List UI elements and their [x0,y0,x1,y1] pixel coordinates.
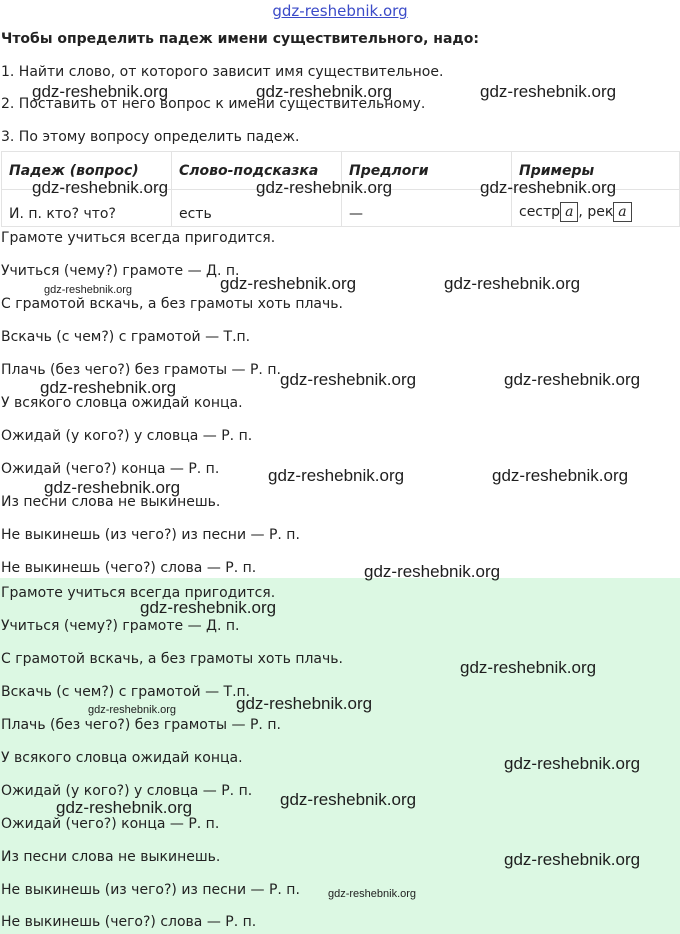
answer-line-8: Ожидай (чего?) конца — Р. п. [1,816,220,832]
watermark: gdz-reshebnik.org [280,370,417,389]
watermark: gdz-reshebnik.org [32,82,169,101]
column-header-hint-word: Слово-подсказка [172,152,342,190]
task-line-7: Ожидай (у кого?) у словца — Р. п. [1,428,253,444]
watermark: gdz-reshebnik.org [460,658,597,677]
answer-line-7: Ожидай (у кого?) у словца — Р. п. [1,783,253,799]
column-header-case: Падеж (вопрос) [2,152,172,190]
watermark: gdz-reshebnik.org [256,178,393,197]
watermark: gdz-reshebnik.org [480,82,617,101]
watermark: gdz-reshebnik.org [56,798,193,817]
task-line-11: Не выкинешь (чего?) слова — Р. п. [1,560,257,576]
task-line-10: Не выкинешь (из чего?) из песни — Р. п. [1,527,300,543]
answer-line-11: Не выкинешь (чего?) слова — Р. п. [1,914,257,930]
site-logo-link[interactable]: gdz-reshebnik.org [272,2,408,20]
watermark: gdz-reshebnik.org [220,274,357,293]
watermark-small: gdz-reshebnik.org [328,888,417,900]
rule-step-3: 3. По этому вопросу определить падеж. [1,129,300,145]
watermark: gdz-reshebnik.org [140,598,277,617]
cell-prepositions: — [342,190,512,227]
example-stem-2: рек [587,204,614,220]
task-line-5: Плачь (без чего?) без грамоты — Р. п. [1,362,281,378]
cell-hint-word: есть [172,190,342,227]
answer-line-6: У всякого словца ожидай конца. [1,750,243,766]
task-line-8: Ожидай (чего?) конца — Р. п. [1,461,220,477]
rule-step-1: 1. Найти слово, от которого зависит имя существительное. [1,64,444,80]
watermark: gdz-reshebnik.org [480,178,617,197]
watermark: gdz-reshebnik.org [504,370,641,389]
task-line-3: С грамотой вскачь, а без грамоты хоть плачь. [1,296,343,312]
column-header-prepositions: Предлоги [342,152,512,190]
rule-step-2: 2. Поставить от него вопрос к имени существительному. [1,96,426,112]
answer-line-1: Грамоте учиться всегда пригодится. [1,585,276,601]
watermark: gdz-reshebnik.org [268,466,405,485]
watermark: gdz-reshebnik.org [32,178,169,197]
example-stem-1: сестр [519,204,561,220]
watermark: gdz-reshebnik.org [364,562,501,581]
answer-line-10: Не выкинешь (из чего?) из песни — Р. п. [1,882,300,898]
task-line-9: Из песни слова не выкинешь. [1,494,221,510]
answer-line-3: С грамотой вскачь, а без грамоты хоть плачь. [1,651,343,667]
watermark: gdz-reshebnik.org [236,694,373,713]
watermark: gdz-reshebnik.org [256,82,393,101]
watermark-small: gdz-reshebnik.org [88,704,177,716]
watermark: gdz-reshebnik.org [40,378,177,397]
task-line-6: У всякого словца ожидай конца. [1,395,243,411]
answer-line-4: Вскачь (с чем?) с грамотой — Т.п. [1,684,251,700]
watermark-small: gdz-reshebnik.org [44,284,133,296]
ending-box-1: а [560,202,578,222]
task-line-4: Вскачь (с чем?) с грамотой — Т.п. [1,329,251,345]
answer-line-5: Плачь (без чего?) без грамоты — Р. п. [1,717,281,733]
rule-heading: Чтобы определить падеж имени существительного, надо: [1,31,479,47]
watermark: gdz-reshebnik.org [504,850,641,869]
answer-line-2: Учиться (чему?) грамоте — Д. п. [1,618,240,634]
example-separator: , [578,204,588,220]
answer-line-9: Из песни слова не выкинешь. [1,849,221,865]
task-line-2: Учиться (чему?) грамоте — Д. п. [1,263,240,279]
cell-case: И. п. кто? что? [2,190,172,227]
watermark: gdz-reshebnik.org [280,790,417,809]
watermark: gdz-reshebnik.org [444,274,581,293]
task-line-1: Грамоте учиться всегда пригодится. [1,230,276,246]
watermark: gdz-reshebnik.org [504,754,641,773]
watermark: gdz-reshebnik.org [44,478,181,497]
watermark: gdz-reshebnik.org [492,466,629,485]
column-header-examples: Примеры [512,152,680,190]
ending-box-2: а [613,202,631,222]
